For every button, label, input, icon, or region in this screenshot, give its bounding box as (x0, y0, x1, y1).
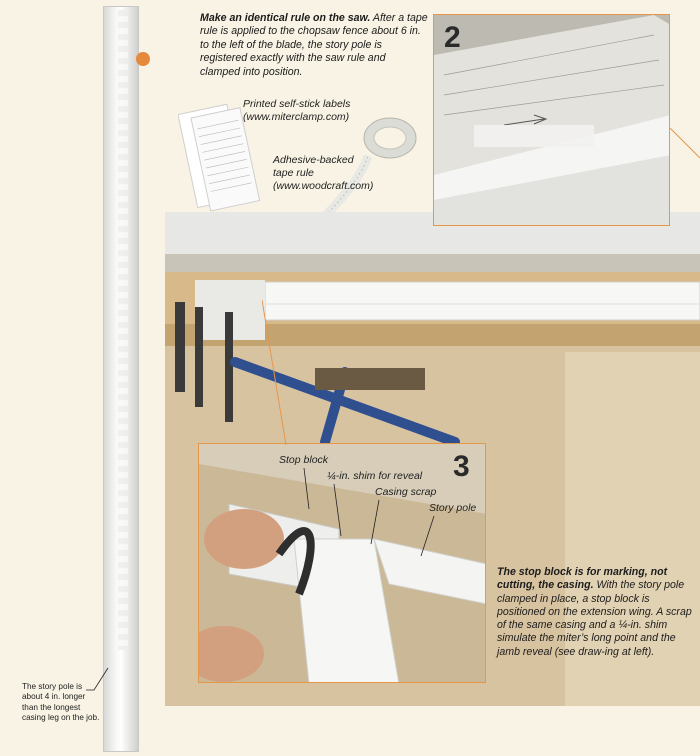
tape-callout-line2: tape rule (273, 167, 314, 179)
photo-2-leader (670, 128, 700, 168)
tape-callout-line3: (www.woodcraft.com) (273, 180, 374, 192)
pole-caption: The story pole is about 4 in. longer than the longest casing leg on the job. (22, 682, 100, 722)
callout-shim: ¼-in. shim for reveal (327, 470, 423, 482)
bottom-caption-lead: The stop block is for marking, not cutting, the casing. (497, 566, 668, 592)
photo-2-number: 2 (444, 21, 461, 54)
tape-callout (273, 154, 403, 193)
story-pole-label-strip (118, 10, 128, 650)
photo-2-image (434, 15, 670, 226)
photo-3 (198, 443, 486, 683)
callout-story-pole: Story pole (429, 502, 477, 514)
top-caption (200, 12, 428, 79)
photo-2 (433, 14, 670, 226)
pole-caption-leader (86, 664, 116, 692)
photo-3-callout-leaders (199, 444, 486, 683)
bottom-caption (497, 566, 697, 659)
callout-casing-scrap: Casing scrap (375, 486, 437, 498)
labels-callout-line1: Printed self-stick labels (243, 98, 351, 110)
bottom-caption-body: With the story pole clamped in place, a stop block is positioned on the extension wing. A scrap of the same casing and a ¼-in. shim simulate the miter’s long point and the jamb reveal (see draw-ing at left). (497, 579, 692, 658)
top-caption-lead: Make an identical rule on the saw. (200, 12, 371, 24)
labels-callout-line2: (www.miterclamp.com) (243, 111, 350, 123)
photo-3-number: 3 (453, 450, 470, 483)
page-tab-marker (136, 52, 150, 66)
photo-3-leader (262, 300, 292, 445)
callout-stop-block: Stop block (279, 454, 329, 466)
top-caption-body: After a tape rule is applied to the chopsaw fence about 6 in. to the left of the blade, the story pole is registered exactly with the saw rule and clamped into position. (200, 12, 428, 78)
tape-callout-line1: Adhesive-backed (273, 154, 354, 166)
